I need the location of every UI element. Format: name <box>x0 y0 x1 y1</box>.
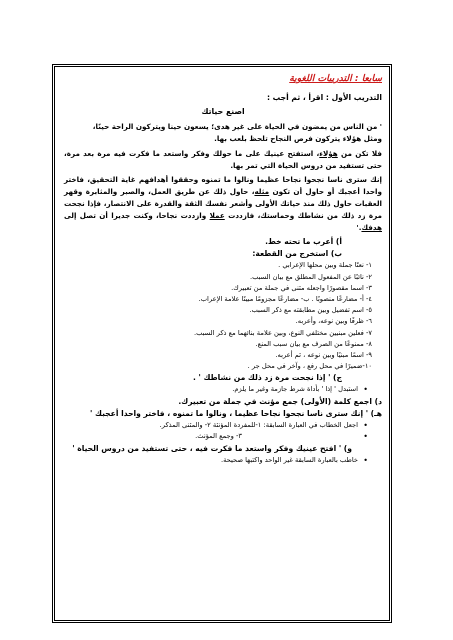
list-item: • اجعل الخطاب في العبارة السابقة: ١-للمفردة المؤنثة ٢- والمثنى المذكر. <box>64 420 382 431</box>
underlined-word: هدفك <box>361 222 382 232</box>
list-item: • استبدل ' إذا ' بأداة شرط جازمة وغير ما يلزم. <box>64 384 382 395</box>
question-b-list <box>64 260 382 372</box>
list-item-continued: • ٣- وجمع المؤنث. <box>64 431 382 442</box>
passage-paragraph-1 <box>64 121 382 145</box>
underlined-word: مثله <box>254 187 270 197</box>
question-c: ج) ' إذا نجحت مرة زد ذلك من نشاطك ' . <box>192 373 342 383</box>
underlined-word: هؤلاء <box>319 148 338 158</box>
passage-paragraph-3: إنك سترى ناسا نجحوا نجاحا عظيما ونالوا ما تمنوه وحققوا أهدافهم غاية التحقيق، فاختر واحدا أعجبك أو حاول أن تكون مثله، حاول ذلك عن طريق العمل، والصبر والمثابرة وقهر العقبات حاول ذلك منذ حياتك الأولى وأشعر نفسك الثقة والقدرة على الانتصار، فإذا نجحت مرة زد ذلك من نشاطك وحماستك، فازددت عملا وازددت نجاحا، وكنت جديرا أن تصل إلى هدفك.' <box>64 175 382 232</box>
question-d: د) اجمع كلمة (الأولى) جمع مؤنث في جملة من تعبيرك. <box>178 396 382 406</box>
question-b: ب) استخرج من القطعة: <box>252 249 342 259</box>
passage-line-1: ' من الناس من يمضون في الحياة على غير هدى؛ يسعون حينا ويتركون الراحة حينًا، <box>92 122 382 132</box>
list-item: ٩- اسمًا مبنيًا وبين نوعه ، ثم أعربه. <box>275 350 372 359</box>
passage-paragraph-2: فلا تكن من هؤلاء، استفتح عينيك على ما حولك وفكر واستعد ما فكرت فيه مرة بعد مرة، حتى تستفيد من دروس الحياة التي تمر بها. <box>64 148 383 170</box>
list-item: ٣- اسما مقصورًا واجعله مثنى في جملة من تعبيرك. <box>231 283 372 292</box>
list-item: ٢- نائبًا عن المفعول المطلق مع بيان السبب. <box>249 272 372 281</box>
list-item: ٤- أ- مضارعًا منصوبًا . ب- مضارعًا مجزومًا مبينًا علامة الإعراب. <box>198 294 372 303</box>
question-e-list <box>64 420 382 443</box>
list-item: ٧- فعلين مبنيين مختلفي النوع، وبين علامة بنائهما مع ذكر السبب. <box>193 328 372 337</box>
question-a: أ) أعرب ما تحته خط. <box>265 237 342 247</box>
passage-line-2: ومثل هؤلاء يتركون فرص النجاح تلحظ بلعب بها. <box>214 133 382 143</box>
question-e: هـ) ' إنك سترى ناسا نجحوا نجاحا عظيما ، ونالوا ما تمنوه ، فاختر واحدا أعجبك ' <box>90 408 382 418</box>
list-item: ٨- ممنوعًا من الصرف مع بيان سبب المنع. <box>255 339 372 348</box>
question-f: و) ' افتح عينيك وفكر واستعد ما فكرت فيه ، حتى تستفيد من دروس الحياة ' <box>72 443 352 453</box>
passage-heading: اصنع حياتك <box>201 106 245 116</box>
list-item: ١٠-ضميرًا في محل رفع ، وآخر في محل جر . <box>247 362 372 371</box>
list-item: ٥- اسم تفضيل وبين مطابقته مع ذكر السبب. <box>249 306 372 315</box>
page-content <box>64 72 382 466</box>
underlined-word: عملا <box>209 210 225 220</box>
list-item: ٦- ظرفًا وبين نوعه، وأعربه. <box>295 317 372 326</box>
list-item: ١- نعتًا جملة وبين محلها الإعرابي . <box>278 261 372 270</box>
question-c-list <box>64 384 382 395</box>
list-item: • خاطب بالعبارة السابقة غير الواحد واكتبها صحيحة. <box>64 455 382 466</box>
section-title: سابعا : التدريبات اللغوية <box>289 73 382 84</box>
exercise-label: التدريب الأول : اقرأ ، ثم أجب : <box>266 93 382 102</box>
question-f-list <box>64 455 382 466</box>
